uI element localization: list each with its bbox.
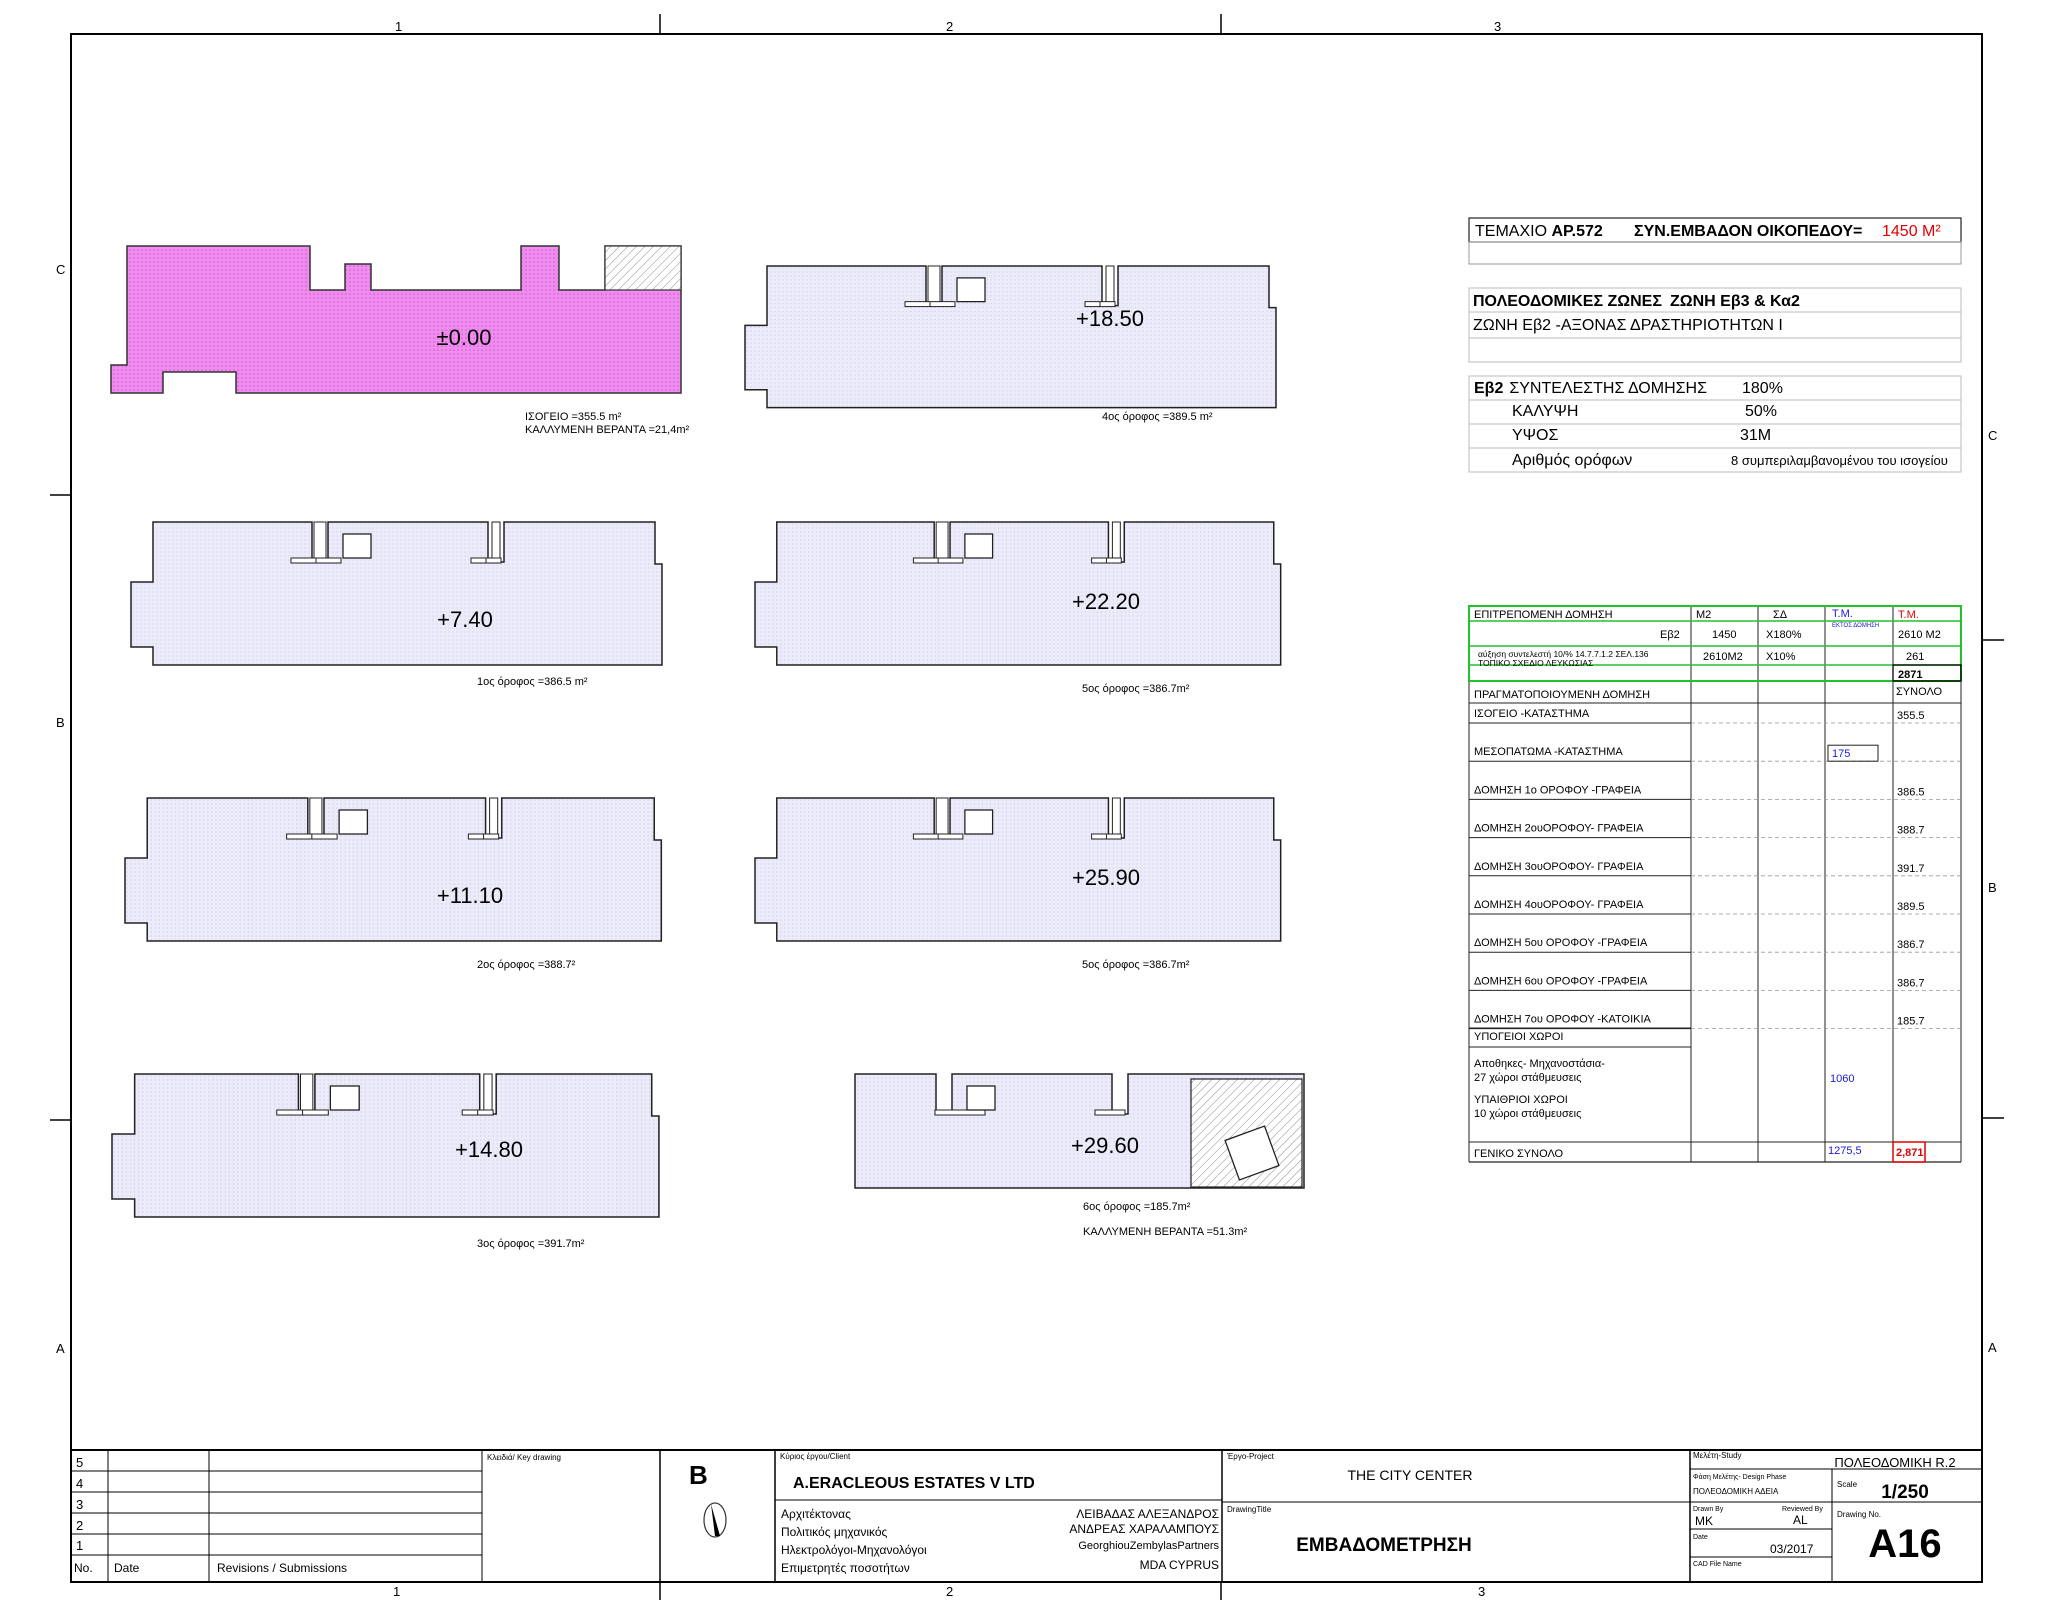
plot-prefix: ΤΕΜΑΧΙΟ (1475, 223, 1552, 240)
plan-caption-verandah: ΚΑΛΛΥΜΕΝΗ ΒΕΡΑΝΤΑ =51.3m² (1083, 1226, 1248, 1238)
drawn-by-caption: Drawn By (1693, 1506, 1724, 1513)
name-civil: ΑΝΔΡΕΑΣ ΧΑΡΑΛΑΜΠΟΥΣ (1069, 1522, 1219, 1536)
plot-area-label: ΣΥΝ.ΕΜΒΑΔΟΝ ΟΙΚΟΠΕΔΟΥ= (1634, 223, 1863, 240)
row-eb2-label: Εβ2 (1660, 629, 1680, 641)
table-row-value: 386.7 (1897, 977, 1925, 990)
reviewed-by-value: AL (1793, 1513, 1808, 1527)
grid-right-a: A (1988, 1340, 1997, 1355)
realised-rows (1469, 708, 1961, 1029)
cad-file-caption: CAD File Name (1693, 1561, 1742, 1568)
row-eb2-tm: 2610 Μ2 (1898, 629, 1941, 641)
role-mep: Ηλεκτρολόγοι-Μηχανολόγοι (781, 1543, 927, 1557)
table-row-extra: 175 (1832, 748, 1851, 761)
level-label: +11.10 (436, 883, 504, 908)
row-increase-m2: 2610Μ2 (1703, 651, 1743, 663)
client-name: A.ERACLEOUS ESTATES V LTD (793, 1475, 1035, 1492)
grid-left-b: B (56, 715, 65, 730)
rev-number-1: 1 (76, 1538, 84, 1553)
row-increase-label-2: ΤΟΠΙΚΟ ΣΧΕΔΙΟ ΛΕΥΚΩΣΙΑΣ (1478, 658, 1594, 668)
storage-line-1: Αποθηκες- Μηχανοστάσια- (1474, 1058, 1605, 1070)
plan-floor-5 (755, 522, 1281, 695)
cover-label: ΚΑΛΥΨΗ (1512, 403, 1579, 420)
plan-caption: 4ος όροφος =389.5 m² (1102, 411, 1213, 423)
grid-top-3: 3 (1494, 19, 1502, 34)
header-tm-extra: Τ.Μ. (1832, 608, 1853, 620)
plan-floor-6 (855, 1074, 1304, 1238)
coef-label: ΣΥΝΤΕΛΕΣΤΗΣ ΔΟΜΗΣΗΣ (1509, 380, 1707, 397)
grid-bottom-3: 3 (1478, 1584, 1486, 1599)
header-m2: Μ2 (1696, 609, 1712, 621)
header-tm: Τ.Μ. (1898, 609, 1919, 621)
basement-label: ΥΠΟΓΕΙΟΙ ΧΩΡΟΙ (1474, 1031, 1564, 1043)
floors-label: Αριθμός ορόφων (1512, 452, 1633, 469)
subtotal: 2871 (1898, 669, 1923, 681)
table-row-label: ΔΟΜΗΣΗ 2ουΟΡΟΦΟΥ- ΓΡΑΦΕΙΑ (1474, 822, 1644, 835)
role-civil: Πολιτικός μηχανικός (781, 1525, 888, 1539)
table-row-value: 386.7 (1897, 939, 1925, 952)
table-row-value: 185.7 (1897, 1015, 1925, 1028)
study-caption: Μελέτη-Study (1693, 1451, 1742, 1460)
drawing-title: ΕΜΒΑΔΟΜΕΤΡΗΣΗ (1296, 1535, 1472, 1556)
grid-right-c: C (1988, 428, 1998, 443)
drawing-title-caption: DrawingTitle (1227, 1505, 1272, 1514)
table-row-label: ΔΟΜΗΣΗ 6ου ΟΡΟΦΟΥ -ΓΡΑΦΕΙΑ (1474, 975, 1648, 988)
plot-number: ΑΡ.572 (1551, 223, 1603, 240)
table-row-value: 391.7 (1897, 862, 1925, 875)
north-letter: Β (689, 1460, 708, 1490)
key-drawing-caption: Κλειδιά/ Key drawing (487, 1453, 562, 1462)
plan-floor-3 (112, 1074, 659, 1250)
header-tm-extra-sub: ΕΚΤΟΣ ΔΟΜΗΣΗ (1832, 623, 1880, 629)
grid-bottom-2: 2 (946, 1584, 954, 1599)
title-block (71, 1450, 1982, 1582)
name-mep: GeorghiouZembylasPartners (1078, 1540, 1219, 1552)
project-name: THE CITY CENTER (1347, 1467, 1473, 1483)
date-caption: Date (1693, 1534, 1708, 1541)
level-label: +14.80 (455, 1137, 523, 1162)
reviewed-by-caption: Reviewed By (1782, 1506, 1823, 1513)
table-row-value: 388.7 (1897, 824, 1925, 837)
role-architect: Αρχιτέκτονας (781, 1507, 851, 1521)
plan-caption: 2ος όροφος =388.7² (477, 959, 576, 971)
plot-area-value: 1450 Μ² (1882, 223, 1941, 240)
plan-ground-floor (111, 246, 689, 436)
height-value: 31Μ (1740, 427, 1772, 444)
plan-caption-verandah: ΚΑΛΛΥΜΕΝΗ ΒΕΡΑΝΤΑ =21,4m² (525, 424, 690, 436)
drawn-by-value: ΜΚ (1695, 1514, 1713, 1528)
storage-value: 1060 (1830, 1073, 1855, 1085)
table-row-label: ΔΟΜΗΣΗ 7ου ΟΡΟΦΟΥ -ΚΑΤΟΙΚΙΑ (1474, 1013, 1651, 1026)
zones-label: ΠΟΛΕΟΔΟΜΙΚΕΣ ΖΩΝΕΣ (1473, 293, 1662, 310)
plan-floor-1 (131, 522, 662, 688)
rev-number-2: 2 (76, 1518, 84, 1533)
phase-caption: Φάση Μελέτης- Design Phase (1693, 1474, 1787, 1481)
svg-text:ΤΕΜΑΧΙΟ ΑΡ.572 (1475, 223, 1603, 240)
plan-floor-2 (125, 798, 661, 971)
coef-code: Εβ2 (1474, 380, 1504, 397)
zoning-info (1469, 218, 1961, 472)
total-word: ΣΥΝΟΛΟ (1896, 686, 1943, 698)
height-label: ΥΨΟΣ (1512, 427, 1559, 444)
cover-value: 50% (1745, 403, 1778, 420)
rev-number-3: 3 (76, 1497, 84, 1512)
table-row-value: 355.5 (1897, 710, 1925, 722)
drawing-no-caption: Drawing No. (1837, 1510, 1882, 1519)
scale-value: 1/250 (1881, 1482, 1929, 1503)
header-allowed: ΕΠΙΤΡΕΠΟΜΕΝΗ ΔΟΜΗΣΗ (1474, 609, 1613, 621)
phase-value: ΠΟΛΕΟΔΟΜΙΚΗ ΑΔΕΙΑ (1693, 1487, 1779, 1496)
grand-total-red: 2,871 (1896, 1147, 1924, 1159)
date-value: 03/2017 (1770, 1542, 1814, 1556)
level-label: +25.90 (1072, 865, 1140, 890)
table-row-label: ΜΕΣΟΠΑΤΩΜΑ -ΚΑΤΑΣΤΗΜΑ (1474, 746, 1623, 759)
zone-line: ΖΩΝΗ Εβ2 -ΑΞΟΝΑΣ ΔΡΑΣΤΗΡΙΟΤΗΤΩΝ Ι (1473, 317, 1783, 334)
coef-value: 180% (1742, 380, 1783, 397)
grand-total-blue: 1275,5 (1828, 1145, 1862, 1157)
outdoor-line-1: ΥΠΑΙΘΡΙΟΙ ΧΩΡΟΙ (1474, 1094, 1568, 1106)
revisions-table (71, 1450, 482, 1582)
level-label: ±0.00 (436, 325, 492, 350)
plan-caption: 5ος όροφος =386.7m² (1082, 683, 1190, 695)
rev-header-date: Date (114, 1561, 140, 1575)
row-increase-sd: Χ10% (1766, 651, 1796, 663)
table-row-value: 386.5 (1897, 786, 1925, 799)
table-row-value: 389.5 (1897, 901, 1925, 913)
rev-number-5: 5 (76, 1455, 84, 1470)
plan-caption: 5ος όροφος =386.7m² (1082, 959, 1190, 971)
storage-line-2: 27 χώροι στάθμευσεις (1474, 1072, 1582, 1084)
table-row-label: ΔΟΜΗΣΗ 1ο ΟΡΟΦΟΥ -ΓΡΑΦΕΙΑ (1474, 784, 1642, 797)
table-row-label: ΔΟΜΗΣΗ 4ουΟΡΟΦΟΥ- ΓΡΑΦΕΙΑ (1474, 899, 1644, 911)
scale-caption: Scale (1837, 1480, 1858, 1489)
name-architect: ΛΕΙΒΑΔΑΣ ΑΛΕΞΑΝΔΡΟΣ (1076, 1507, 1219, 1521)
level-label: +22.20 (1072, 589, 1140, 614)
svg-text:Εβ2ΣΥΝΤΕΛΕΣΤΗΣ ΔΟΜΗΣΗΣ (1474, 380, 1707, 397)
grid-left-a: A (56, 1341, 65, 1356)
level-label: +29.60 (1071, 1133, 1139, 1158)
project-caption: Έργο-Project (1227, 1452, 1274, 1461)
plan-caption: 1ος όροφος =386.5 m² (477, 676, 588, 688)
plan-caption: 3ος όροφος =391.7m² (477, 1238, 585, 1250)
level-label: +7.40 (437, 607, 493, 632)
grid-right-b: B (1988, 880, 1997, 895)
rev-header-revisions: Revisions / Submissions (217, 1561, 348, 1575)
name-qs: MDA CYPRUS (1139, 1558, 1219, 1572)
rev-number-4: 4 (76, 1476, 84, 1491)
table-row-label: ΔΟΜΗΣΗ 5ου ΟΡΟΦΟΥ -ΓΡΑΦΕΙΑ (1474, 937, 1648, 950)
table-row-label: ΙΣΟΓΕΙΟ -ΚΑΤΑΣΤΗΜΑ (1474, 708, 1590, 720)
grid-top-2: 2 (946, 19, 954, 34)
realised-heading: ΠΡΑΓΜΑΤΟΠΟΙΟΥΜΕΝΗ ΔΟΜΗΣΗ (1474, 689, 1651, 701)
plan-floor-5b (755, 798, 1281, 971)
level-label: +18.50 (1076, 306, 1144, 331)
floors-value: 8 συμπεριλαμβανομένου του ισογείου (1731, 453, 1948, 468)
north-arrow-icon (704, 1503, 726, 1537)
header-sd: ΣΔ (1773, 609, 1788, 621)
rev-header-no: No. (74, 1561, 93, 1575)
grid-top-1: 1 (395, 19, 403, 34)
grid-left-c: C (56, 262, 66, 277)
plan-caption: ΙΣΟΓΕΙΟ =355.5 m² (525, 411, 622, 423)
row-eb2-m2: 1450 (1712, 629, 1737, 641)
zones-value: ΖΩΝΗ Εβ3 & Κα2 (1670, 293, 1800, 310)
study-value: ΠΟΛΕΟΔΟΜΙΚΗ R.2 (1834, 1455, 1956, 1470)
drawing-number: A16 (1868, 1522, 1942, 1566)
role-qs: Επιμετρητές ποσοτήτων (781, 1561, 910, 1575)
plan-floor-4 (745, 266, 1276, 423)
client-caption: Κύριος έργου/Client (780, 1452, 851, 1461)
area-table (1469, 606, 1961, 1162)
table-row-label: ΔΟΜΗΣΗ 3ουΟΡΟΦΟΥ- ΓΡΑΦΕΙΑ (1474, 860, 1644, 873)
row-increase-label: αύξηση συντελεστή 10/% 14.7.7.1.2 ΣΕΛ.136 (1478, 649, 1649, 659)
grand-total-label: ΓΕΝΙΚΟ ΣΥΝΟΛΟ (1474, 1148, 1564, 1160)
row-increase-tm: 261 (1906, 651, 1925, 663)
grid-bottom-1: 1 (393, 1584, 401, 1599)
plan-caption: 6ος όροφος =185.7m² (1083, 1201, 1191, 1213)
outdoor-line-2: 10 χώροι στάθμευσεις (1474, 1108, 1582, 1120)
row-eb2-sd: Χ180% (1766, 629, 1802, 641)
